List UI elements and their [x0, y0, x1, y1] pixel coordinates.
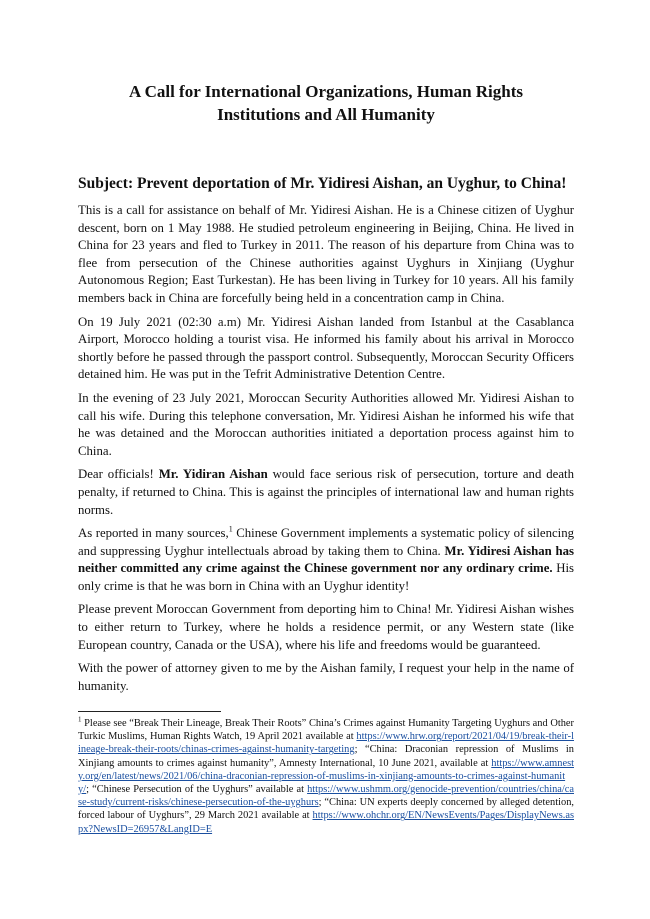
footnote-divider — [78, 711, 221, 712]
paragraph-risk — [78, 466, 574, 519]
document-title — [78, 80, 574, 126]
footnote-link-hrw[interactable]: https://www.hrw.org/report/2021/04/19/break-their-lineage-break-their-roots/chinas-crimes-against-humanity-targeting — [78, 731, 574, 756]
sources-intro: As reported in many sources, — [78, 526, 229, 541]
footnote-link-ushmm[interactable]: https://www.ushmm.org/genocide-prevention/countries/china/case-study/current-risks/chinese-persecution-of-the-uyghurs — [78, 784, 574, 809]
footnote-text-4: ; “China: UN experts deeply concerned by alleged detention, forced labour of Uyghurs”, 29 March 2021 available at — [78, 797, 574, 822]
footnote-number: 1 — [78, 715, 82, 724]
risk-name-bold: Mr. Yidiran Aishan — [158, 467, 268, 482]
footnote-link-amnesty[interactable]: https://www.amnesty.org/en/latest/news/2021/06/china-draconian-repression-of-muslims-in-xinjiang-amounts-to-crimes-against-humanity/ — [78, 757, 574, 796]
paragraph-phone-call: In the evening of 23 July 2021, Moroccan Security Authorities allowed Mr. Yidiresi Aishan to call his wife. During this telephone conversation, Mr. Yidiresi Aishan he informed his wife that he was detained and the Moroccan authorities initiated a deportation process against him to China. — [78, 390, 574, 458]
footnote-link-ohchr[interactable]: https://www.ohchr.org/EN/NewsEvents/Pages/DisplayNews.aspx?NewsID=26957&LangID=E — [78, 810, 574, 835]
paragraph-sources — [78, 525, 574, 595]
sources-bold-statement: Mr. Yidiresi Aishan has neither committed any crime against the Chinese government nor any ordinary crime. — [78, 543, 575, 576]
document-page — [78, 72, 574, 695]
footnote-text-1: Please see “Break Their Lineage, Break Their Roots” China’s Crimes against Humanity Targeting Uyghurs and Other Turkic Muslims, Human Rights Watch, 19 April 2021 available at — [78, 718, 574, 743]
paragraph-closing: With the power of attorney given to me by the Aishan family, I request your help in the name of humanity. — [78, 661, 574, 693]
footnote-text-2: ; “China: Draconian repression of Muslims in Xinjiang amounts to crimes against humanity”, Amnesty International, 10 June 2021, available at — [78, 744, 574, 769]
subject-heading: Subject: Prevent deportation of Mr. Yidiresi Aishan, an Uyghur, to China! — [78, 175, 567, 192]
title-line-2: Institutions and All Humanity — [217, 105, 435, 124]
footnote-text-3: ; “Chinese Persecution of the Uyghurs” available at — [86, 784, 308, 796]
paragraph-request: Please prevent Moroccan Government from deporting him to China! Mr. Yidiresi Aishan wishes to either return to Turkey, where he holds a residence permit, or any Western state (like European country, Canada or the USA), where his life and freedoms would be guaranteed. — [78, 602, 574, 652]
risk-intro: Dear officials! — [78, 467, 159, 482]
title-line-1: A Call for International Organizations, Human Rights — [128, 82, 524, 101]
risk-text: would face serious risk of persecution, torture and death penalty, if returned to China. This is against the principles of international law and human rights norms. — [78, 467, 574, 517]
footnote-reference[interactable]: 1 — [228, 524, 233, 534]
sources-conclusion: His only crime is that he was born in China with an Uyghur identity! — [78, 561, 574, 593]
paragraph-detention: On 19 July 2021 (02:30 a.m) Mr. Yidiresi Aishan landed from Istanbul at the Casablanca Airport, Morocco holding a tourist visa. He informed his family about his arrival in Morocco shortly before he passed through the passport control. Subsequently, Moroccan Security Officers detained him. He was put in the Tefrit Administrative Detention Centre. — [78, 314, 574, 382]
paragraph-background: This is a call for assistance on behalf of Mr. Yidiresi Aishan. He is a Chinese citizen of Uyghur descent, born on 1 May 1988. He studied petroleum engineering in Beijing, China. He lived in China for 23 years and fled to Turkey in 2011. The reason of his departure from China was to flee from persecution of the Chinese authorities against Uyghurs in Xinjiang (Uyghur Autonomous Region; East Turkestan). He has been living in Turkey for 10 years. All his family members back in China are forcefully being held in a concentration camp in China. — [78, 203, 574, 305]
sources-text: Chinese Government implements a systematic policy of silencing and suppressing Uyghur intellectuals abroad by taking them to China. — [78, 526, 574, 558]
footnote — [78, 717, 574, 836]
